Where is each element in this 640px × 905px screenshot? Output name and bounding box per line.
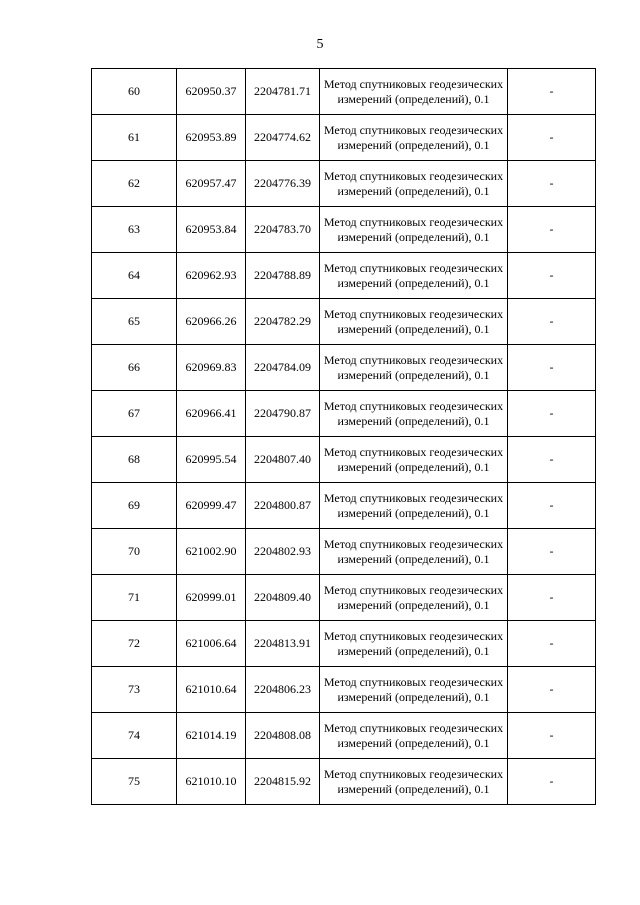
dash-cell: - xyxy=(508,115,596,161)
method-cell: Метод спутниковых геодезических измерений (определений), 0.1 xyxy=(320,483,508,529)
point-number: 71 xyxy=(92,575,177,621)
table-row xyxy=(92,621,596,667)
point-number: 66 xyxy=(92,345,177,391)
dash-cell: - xyxy=(508,161,596,207)
x-coordinate: 620962.93 xyxy=(177,253,246,299)
method-cell: Метод спутниковых геодезических измерений (определений), 0.1 xyxy=(320,161,508,207)
table-row xyxy=(92,345,596,391)
page-number: 5 xyxy=(316,37,324,52)
y-coordinate: 2204782.29 xyxy=(246,299,320,345)
dash-cell: - xyxy=(508,69,596,115)
x-coordinate: 620966.26 xyxy=(177,299,246,345)
y-coordinate: 2204790.87 xyxy=(246,391,320,437)
coordinates-table xyxy=(91,68,596,805)
y-coordinate: 2204800.87 xyxy=(246,483,320,529)
dash-cell: - xyxy=(508,713,596,759)
x-coordinate: 620953.89 xyxy=(177,115,246,161)
x-coordinate: 621014.19 xyxy=(177,713,246,759)
point-number: 75 xyxy=(92,759,177,805)
x-coordinate: 620950.37 xyxy=(177,69,246,115)
dash-cell: - xyxy=(508,759,596,805)
point-number: 72 xyxy=(92,621,177,667)
table-row xyxy=(92,529,596,575)
dash-cell: - xyxy=(508,299,596,345)
x-coordinate: 621010.10 xyxy=(177,759,246,805)
point-number: 69 xyxy=(92,483,177,529)
y-coordinate: 2204806.23 xyxy=(246,667,320,713)
x-coordinate: 620957.47 xyxy=(177,161,246,207)
x-coordinate: 620999.01 xyxy=(177,575,246,621)
y-coordinate: 2204783.70 xyxy=(246,207,320,253)
method-cell: Метод спутниковых геодезических измерений (определений), 0.1 xyxy=(320,529,508,575)
point-number: 74 xyxy=(92,713,177,759)
dash-cell: - xyxy=(508,667,596,713)
method-cell: Метод спутниковых геодезических измерений (определений), 0.1 xyxy=(320,299,508,345)
dash-cell: - xyxy=(508,253,596,299)
table-row xyxy=(92,575,596,621)
method-cell: Метод спутниковых геодезических измерений (определений), 0.1 xyxy=(320,391,508,437)
table-row xyxy=(92,299,596,345)
method-cell: Метод спутниковых геодезических измерений (определений), 0.1 xyxy=(320,621,508,667)
y-coordinate: 2204815.92 xyxy=(246,759,320,805)
point-number: 63 xyxy=(92,207,177,253)
table-row xyxy=(92,483,596,529)
method-cell: Метод спутниковых геодезических измерений (определений), 0.1 xyxy=(320,115,508,161)
point-number: 61 xyxy=(92,115,177,161)
method-cell: Метод спутниковых геодезических измерений (определений), 0.1 xyxy=(320,253,508,299)
point-number: 60 xyxy=(92,69,177,115)
table-row xyxy=(92,207,596,253)
method-cell: Метод спутниковых геодезических измерений (определений), 0.1 xyxy=(320,667,508,713)
x-coordinate: 620999.47 xyxy=(177,483,246,529)
method-cell: Метод спутниковых геодезических измерений (определений), 0.1 xyxy=(320,759,508,805)
y-coordinate: 2204808.08 xyxy=(246,713,320,759)
dash-cell: - xyxy=(508,207,596,253)
y-coordinate: 2204776.39 xyxy=(246,161,320,207)
table-row xyxy=(92,437,596,483)
y-coordinate: 2204784.09 xyxy=(246,345,320,391)
x-coordinate: 621006.64 xyxy=(177,621,246,667)
table-row xyxy=(92,69,596,115)
table-row xyxy=(92,161,596,207)
table-row xyxy=(92,115,596,161)
point-number: 67 xyxy=(92,391,177,437)
table-row xyxy=(92,667,596,713)
dash-cell: - xyxy=(508,391,596,437)
dash-cell: - xyxy=(508,529,596,575)
point-number: 73 xyxy=(92,667,177,713)
table-row xyxy=(92,253,596,299)
y-coordinate: 2204809.40 xyxy=(246,575,320,621)
point-number: 65 xyxy=(92,299,177,345)
method-cell: Метод спутниковых геодезических измерений (определений), 0.1 xyxy=(320,207,508,253)
y-coordinate: 2204802.93 xyxy=(246,529,320,575)
x-coordinate: 621010.64 xyxy=(177,667,246,713)
dash-cell: - xyxy=(508,483,596,529)
y-coordinate: 2204781.71 xyxy=(246,69,320,115)
x-coordinate: 620953.84 xyxy=(177,207,246,253)
x-coordinate: 620995.54 xyxy=(177,437,246,483)
dash-cell: - xyxy=(508,575,596,621)
dash-cell: - xyxy=(508,345,596,391)
table-row xyxy=(92,391,596,437)
y-coordinate: 2204788.89 xyxy=(246,253,320,299)
point-number: 70 xyxy=(92,529,177,575)
method-cell: Метод спутниковых геодезических измерений (определений), 0.1 xyxy=(320,345,508,391)
x-coordinate: 620969.83 xyxy=(177,345,246,391)
y-coordinate: 2204774.62 xyxy=(246,115,320,161)
method-cell: Метод спутниковых геодезических измерений (определений), 0.1 xyxy=(320,713,508,759)
dash-cell: - xyxy=(508,621,596,667)
point-number: 62 xyxy=(92,161,177,207)
y-coordinate: 2204807.40 xyxy=(246,437,320,483)
point-number: 68 xyxy=(92,437,177,483)
table-row xyxy=(92,713,596,759)
x-coordinate: 620966.41 xyxy=(177,391,246,437)
y-coordinate: 2204813.91 xyxy=(246,621,320,667)
method-cell: Метод спутниковых геодезических измерений (определений), 0.1 xyxy=(320,69,508,115)
method-cell: Метод спутниковых геодезических измерений (определений), 0.1 xyxy=(320,437,508,483)
method-cell: Метод спутниковых геодезических измерений (определений), 0.1 xyxy=(320,575,508,621)
x-coordinate: 621002.90 xyxy=(177,529,246,575)
table-row xyxy=(92,759,596,805)
point-number: 64 xyxy=(92,253,177,299)
dash-cell: - xyxy=(508,437,596,483)
